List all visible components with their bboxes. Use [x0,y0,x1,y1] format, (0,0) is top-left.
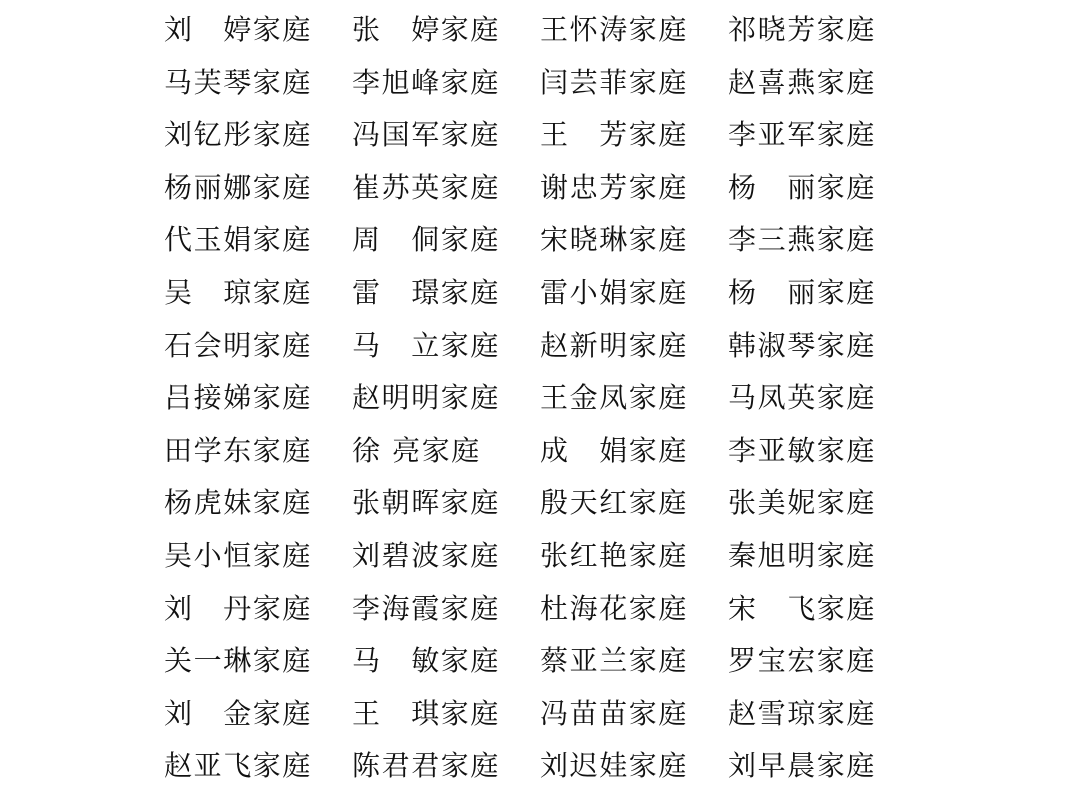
family-name-entry: 杨 丽家庭 [728,276,877,309]
name-row [0,635,1080,687]
family-name-entry: 赵亚飞家庭 [164,749,313,783]
name-row [0,477,1080,529]
family-name-entry: 宋晓琳家庭 [540,223,689,257]
family-name-entry: 代玉娟家庭 [164,223,313,257]
family-name-entry: 成 娟家庭 [540,433,689,467]
family-name-entry: 闫芸菲家庭 [540,65,689,99]
name-row [0,530,1080,582]
family-name-entry: 罗宝宏家庭 [728,644,877,678]
name-row [0,214,1080,266]
family-name-entry: 李旭峰家庭 [352,65,501,99]
family-name-entry: 张 婷家庭 [352,13,501,46]
family-name-entry: 杨虎妹家庭 [164,486,313,520]
name-row [0,425,1080,477]
family-name-entry: 马 敏家庭 [352,644,501,678]
name-row [0,162,1080,214]
family-name-entry: 石会明家庭 [164,328,313,362]
family-name-entry: 雷小娟家庭 [540,276,689,309]
family-name-entry: 张美妮家庭 [728,486,877,520]
family-name-entry: 陈君君家庭 [352,749,501,783]
family-name-entry: 宋 飞家庭 [728,591,877,625]
family-name-entry: 殷天红家庭 [540,486,689,520]
family-name-entry: 王金凤家庭 [540,381,689,415]
name-row [0,320,1080,372]
name-row [0,688,1080,740]
name-row [0,57,1080,109]
family-name-entry: 王怀涛家庭 [540,13,689,46]
family-name-entry: 赵明明家庭 [352,381,501,415]
family-name-entry: 刘钇彤家庭 [164,118,313,152]
family-name-entry: 李亚敏家庭 [728,433,877,467]
family-name-entry: 吕接娣家庭 [164,381,313,415]
family-name-entry: 李三燕家庭 [728,223,877,257]
family-name-entry: 吴小恒家庭 [164,539,313,572]
name-row [0,583,1080,635]
family-name-entry: 李海霞家庭 [352,591,501,625]
family-name-entry: 马 立家庭 [352,328,501,362]
family-name-entry: 杜海花家庭 [540,591,689,625]
name-row [0,109,1080,161]
family-name-entry: 冯国军家庭 [352,118,501,152]
family-name-entry: 关一琳家庭 [164,644,313,678]
name-row [0,267,1080,319]
family-name-entry: 谢忠芳家庭 [540,170,689,204]
name-row [0,372,1080,424]
family-name-entry: 刘碧波家庭 [352,539,501,572]
family-name-entry: 刘 丹家庭 [164,591,313,625]
family-name-entry: 杨丽娜家庭 [164,170,313,204]
family-name-entry: 张朝晖家庭 [352,486,501,520]
family-name-entry: 冯苗苗家庭 [540,696,689,730]
family-name-entry: 吴 琼家庭 [164,276,313,309]
family-name-entry: 赵喜燕家庭 [728,65,877,99]
family-name-entry: 刘 金家庭 [164,696,313,730]
name-row [0,740,1080,790]
family-name-entry: 张红艳家庭 [540,539,689,572]
family-name-entry: 蔡亚兰家庭 [540,644,689,678]
family-name-entry: 祁晓芳家庭 [728,13,877,46]
family-name-entry: 刘 婷家庭 [164,13,313,46]
family-name-entry: 周 侗家庭 [352,223,501,257]
family-name-entry: 马芙琴家庭 [164,65,313,99]
name-row [0,4,1080,56]
family-name-entry: 徐 亮家庭 [352,433,481,467]
family-name-entry: 刘早晨家庭 [728,749,877,783]
family-name-entry: 赵雪琼家庭 [728,696,877,730]
family-name-entry: 王 芳家庭 [540,118,689,152]
family-name-entry: 韩淑琴家庭 [728,328,877,362]
family-name-entry: 雷 璟家庭 [352,276,501,309]
family-name-entry: 杨 丽家庭 [728,170,877,204]
family-name-entry: 赵新明家庭 [540,328,689,362]
family-name-entry: 秦旭明家庭 [728,539,877,572]
family-name-entry: 田学东家庭 [164,433,313,467]
family-name-entry: 崔苏英家庭 [352,170,501,204]
family-name-entry: 李亚军家庭 [728,118,877,152]
family-name-entry: 刘迟娃家庭 [540,749,689,783]
family-name-entry: 马凤英家庭 [728,381,877,415]
family-name-entry: 王 琪家庭 [352,696,501,730]
